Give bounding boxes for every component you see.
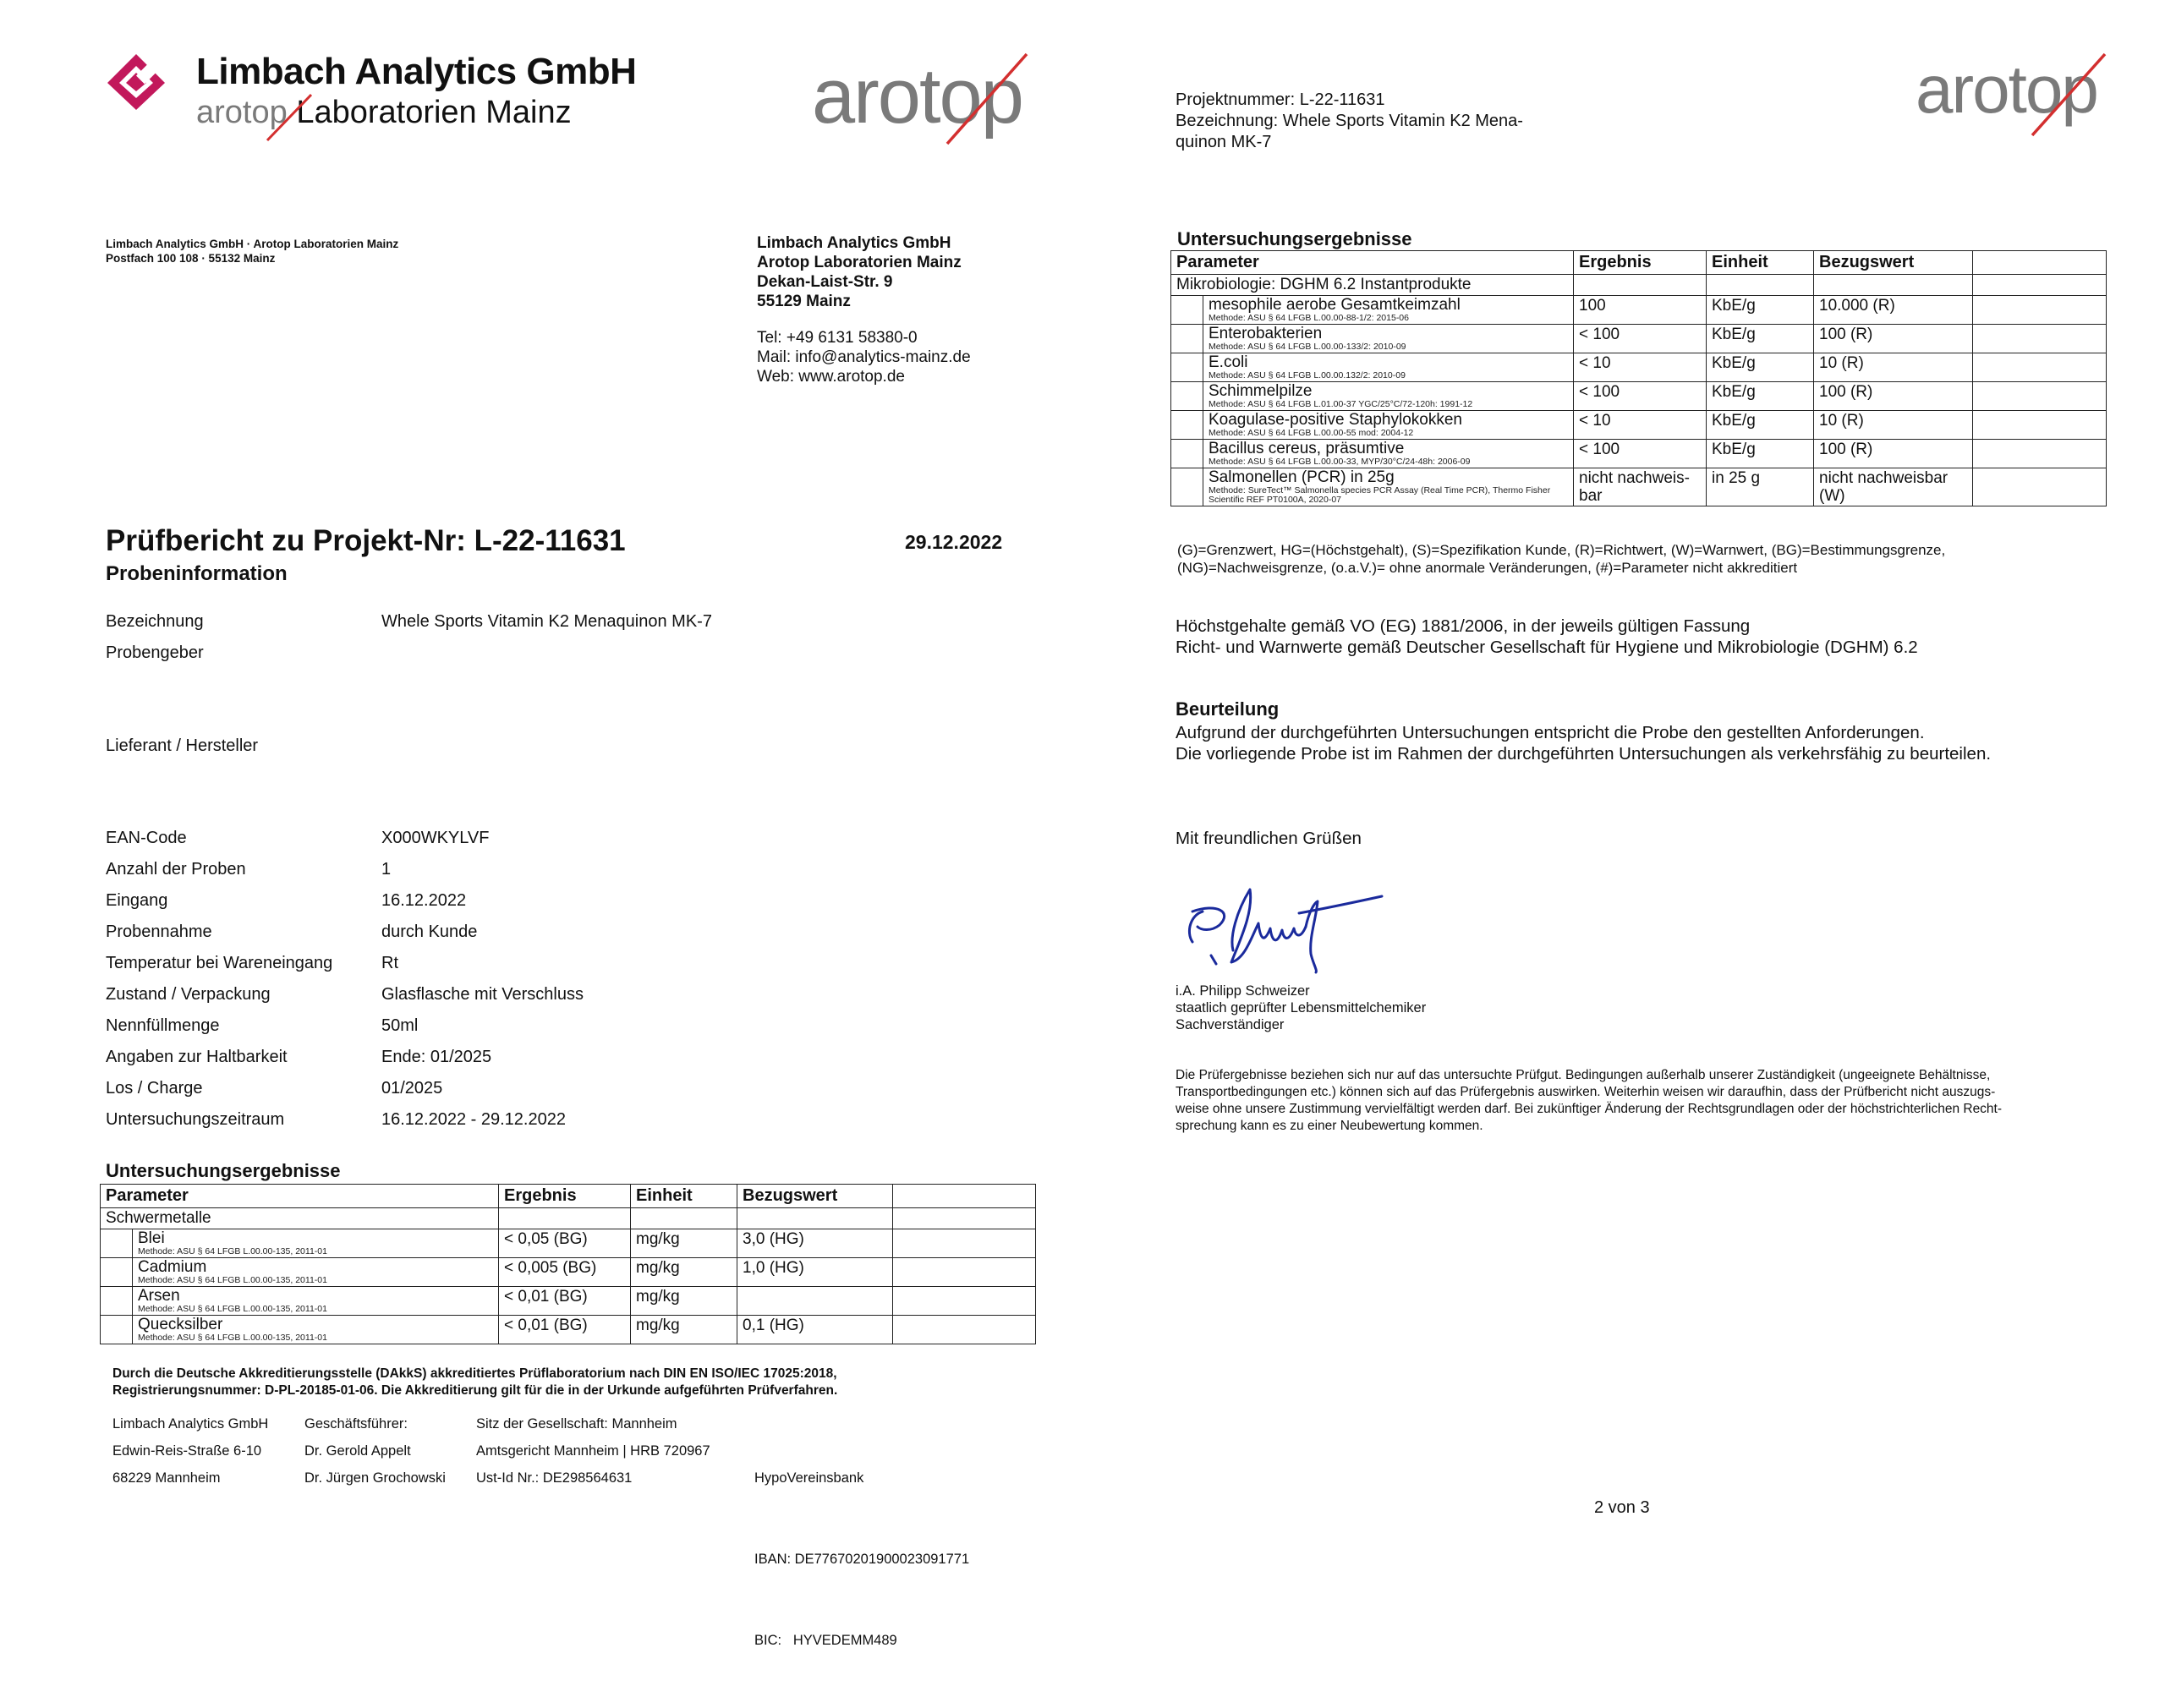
arotop-slash-icon xyxy=(939,49,1032,151)
legend-line-2: (NG)=Nachweisgrenze, (o.a.V.)= ohne anormale Veränderungen, (#)=Parameter nicht akkreditiert xyxy=(1177,560,1798,576)
col-header: Einheit xyxy=(1707,251,1814,275)
col-header: Bezugswert xyxy=(737,1185,893,1208)
unit-cell: mg/kg xyxy=(631,1229,737,1258)
unit-cell: KbE/g xyxy=(1707,440,1814,468)
report-page-1 xyxy=(0,0,1082,1648)
info-value: durch Kunde xyxy=(381,922,478,941)
param-name: Koagulase-positive Staphylokokken xyxy=(1209,411,1462,429)
result-cell: 100 xyxy=(1574,296,1707,325)
info-value: X000WKYLVF xyxy=(381,829,490,847)
table-row xyxy=(1171,468,2107,506)
footer-col-management xyxy=(304,1410,446,1492)
col-header: Ergebnis xyxy=(1574,251,1707,275)
unit-cell: mg/kg xyxy=(631,1316,737,1344)
signer-block xyxy=(1176,983,1426,1033)
footer-text: HypoVereinsbank xyxy=(754,1470,864,1486)
page-number: 2 von 3 xyxy=(1594,1498,1650,1517)
param-method: Methode: SureTect™ Salmonella species PCR Assay (Real Time PCR), Thermo Fisher Scientific REF PT0100A, 2020-07 xyxy=(1209,485,1551,505)
table-row xyxy=(1171,382,2107,411)
param-method: Methode: ASU § 64 LFGB L.00.00-135, 2011-01 xyxy=(138,1304,327,1314)
assessment-text xyxy=(1176,722,1991,764)
address-line: Dekan-Laist-Str. 9 xyxy=(757,273,893,291)
results-title: Untersuchungsergebnisse xyxy=(106,1160,341,1181)
project-number: Projektnummer: L-22-11631 xyxy=(1176,90,1385,109)
signer-role: Sachverständiger xyxy=(1176,1017,1285,1032)
info-value: 50ml xyxy=(381,1016,419,1035)
sender-line-1: Limbach Analytics GmbH · Arotop Laboratorien Mainz xyxy=(106,238,399,250)
param-method: Methode: ASU § 64 LFGB L.00.00-33, MYP/30°C/24-48h: 2006-09 xyxy=(1209,457,1471,467)
table-row xyxy=(101,1316,1036,1344)
legend xyxy=(1177,541,1945,577)
table-row xyxy=(1171,353,2107,382)
arotop-logo xyxy=(1916,51,2152,144)
ref-cell: nicht nachweisbar (W) xyxy=(1814,468,1973,506)
assessment-line: Die vorliegende Probe ist im Rahmen der durchgeführten Untersuchungen als verkehrsfähig zu beurteilen. xyxy=(1176,744,1992,764)
footer-text: Sitz der Gesellschaft: Mannheim xyxy=(476,1416,677,1432)
contact-phone: Tel: +49 6131 58380-0 xyxy=(757,329,918,347)
disclaimer-line: Die Prüfergebnisse beziehen sich nur auf das untersuchte Prüfgut. Bedingungen außerhalb unserer Zuständigkeit (ungeeignete Behältnisse, xyxy=(1176,1068,1991,1082)
regulation-note: Richt- und Warnwerte gemäß Deutscher Gesellschaft für Hygiene und Mikrobiologie (DGHM) 6.2 xyxy=(1176,638,1918,657)
col-header: Bezugswert xyxy=(1814,251,1973,275)
result-cell: < 0,005 (BG) xyxy=(499,1258,631,1287)
result-cell: < 100 xyxy=(1574,325,1707,353)
param-name: mesophile aerobe Gesamtkeimzahl xyxy=(1209,296,1461,314)
regulation-notes xyxy=(1176,616,1918,658)
contact-web[interactable]: Web: www.arotop.de xyxy=(757,368,905,386)
section-probe-info: Probeninformation xyxy=(106,562,288,585)
param-method: Methode: ASU § 64 LFGB L.01.00-37 YGC/25°C/72-120h: 1991-12 xyxy=(1209,399,1473,409)
accreditation-line-1: Durch die Deutsche Akkreditierungsstelle (DAkkS) akkreditiertes Prüflaboratorium nach DIN EN ISO/IEC 17025:2018, xyxy=(112,1366,837,1381)
legend-line-1: (G)=Grenzwert, HG=(Höchstgehalt), (S)=Spezifikation Kunde, (R)=Richtwert, (W)=Warnwert, (BG)=Bestimmungsgrenze, xyxy=(1177,542,1946,558)
unit-cell: KbE/g xyxy=(1707,382,1814,411)
table-row xyxy=(1171,411,2107,440)
col-header: Parameter xyxy=(1171,251,1574,275)
project-desc: Bezeichnung: Whele Sports Vitamin K2 Mena- xyxy=(1176,112,1523,130)
assessment-title: Beurteilung xyxy=(1176,698,1280,720)
table-row xyxy=(1171,440,2107,468)
ref-cell: 3,0 (HG) xyxy=(737,1229,893,1258)
info-value: Ende: 01/2025 xyxy=(381,1048,492,1066)
info-value: Whele Sports Vitamin K2 Menaquinon MK-7 xyxy=(381,612,712,631)
disclaimer xyxy=(1176,1067,2002,1135)
arotop-slash-icon xyxy=(2025,49,2110,140)
lab-contact xyxy=(757,328,971,386)
footer-text: Amtsgericht Mannheim | HRB 720967 xyxy=(476,1443,710,1459)
table-header-row xyxy=(1171,251,2107,275)
param-method: Methode: ASU § 64 LFGB L.00.00-135, 2011-01 xyxy=(138,1275,327,1285)
project-header xyxy=(1176,90,1523,153)
signer-title: staatlich geprüfter Lebensmittelchemiker xyxy=(1176,1000,1427,1015)
footer-text: Ust-Id Nr.: DE298564631 xyxy=(476,1470,633,1486)
table-row xyxy=(1171,296,2107,325)
result-cell: < 100 xyxy=(1574,440,1707,468)
ref-cell: 0,1 (HG) xyxy=(737,1316,893,1344)
unit-cell: KbE/g xyxy=(1707,353,1814,382)
col-header-empty xyxy=(1973,251,2107,275)
report-page-2 xyxy=(1082,0,2165,1564)
footer-col-bank xyxy=(754,1410,969,1708)
footer-text: IBAN: DE77670201900023091771 xyxy=(754,1552,970,1567)
info-label: Angaben zur Haltbarkeit xyxy=(106,1048,288,1066)
info-value: 16.12.2022 - 29.12.2022 xyxy=(381,1110,566,1129)
unit-cell: in 25 g xyxy=(1707,468,1814,506)
address-line: Arotop Laboratorien Mainz xyxy=(757,254,962,271)
footer-text: Dr. Jürgen Grochowski xyxy=(304,1470,446,1486)
sender-line-2: Postfach 100 108 · 55132 Mainz xyxy=(106,252,276,265)
param-name: Cadmium xyxy=(138,1258,207,1276)
unit-cell: KbE/g xyxy=(1707,296,1814,325)
col-header-empty xyxy=(893,1185,1036,1208)
table-header-row xyxy=(101,1185,1036,1208)
param-method: Methode: ASU § 64 LFGB L.00.00-133/2: 2010-09 xyxy=(1209,342,1406,352)
assessment-line: Aufgrund der durchgeführten Untersuchungen entspricht die Probe den gestellten Anforderungen. xyxy=(1176,723,1925,742)
footer-col-registry xyxy=(476,1410,710,1492)
result-cell: < 100 xyxy=(1574,382,1707,411)
address-line: 55129 Mainz xyxy=(757,293,851,310)
disclaimer-line: sprechung kann es zu einer Neubewertung kommen. xyxy=(1176,1119,1483,1133)
param-name: Salmonellen (PCR) in 25g xyxy=(1209,468,1395,486)
signature-image xyxy=(1182,878,1385,979)
greeting: Mit freundlichen Grüßen xyxy=(1176,829,1362,848)
info-label: Eingang xyxy=(106,891,168,910)
info-label: Untersuchungszeitraum xyxy=(106,1110,285,1129)
col-header: Parameter xyxy=(101,1185,499,1208)
ref-cell xyxy=(737,1287,893,1316)
company-sub-rest: Laboratorien Mainz xyxy=(296,95,572,130)
limbach-logo-icon xyxy=(106,52,167,112)
footer-text: Dr. Gerold Appelt xyxy=(304,1443,411,1459)
group-label: Schwermetalle xyxy=(101,1208,499,1229)
ref-cell: 100 (R) xyxy=(1814,325,1973,353)
footer-col-company xyxy=(112,1410,268,1492)
company-sub-brand: arotop xyxy=(196,95,288,130)
ref-cell: 10.000 (R) xyxy=(1814,296,1973,325)
accreditation-line-2: Registrierungsnummer: D-PL-20185-01-06. Die Akkreditierung gilt für die in der Urkunde aufgeführten Prüfverfahren. xyxy=(112,1383,838,1398)
company-sub xyxy=(196,95,572,131)
project-desc: quinon MK-7 xyxy=(1176,133,1272,151)
lab-address xyxy=(757,233,962,311)
info-label: Los / Charge xyxy=(106,1079,203,1098)
param-method: Methode: ASU § 64 LFGB L.00.00-55 mod: 2004-12 xyxy=(1209,428,1414,438)
result-cell: < 10 xyxy=(1574,411,1707,440)
arotop-logo xyxy=(812,49,1082,159)
disclaimer-line: Transportbedingungen etc.) können sich auf das Prüfergebnis auswirken. Weiterhin weisen wir daraufhin, dass der Prüfbericht nicht auszugs- xyxy=(1176,1085,1996,1099)
info-value: 1 xyxy=(381,860,392,879)
param-method: Methode: ASU § 64 LFGB L.00.00-135, 2011-01 xyxy=(138,1246,327,1256)
arotop-logo-text: arotop xyxy=(812,53,1022,140)
results-table-heavy-metals xyxy=(100,1184,1036,1344)
company-name: Limbach Analytics GmbH xyxy=(196,51,637,92)
info-label: Probengeber xyxy=(106,643,204,662)
footer-text: Limbach Analytics GmbH xyxy=(112,1416,269,1432)
info-label: Lieferant / Hersteller xyxy=(106,736,259,755)
param-method: Methode: ASU § 64 LFGB L.00.00-88-1/2: 2015-06 xyxy=(1209,313,1409,323)
table-row xyxy=(101,1229,1036,1258)
param-name: Bacillus cereus, präsumtive xyxy=(1209,440,1405,457)
table-group-row xyxy=(1171,275,2107,296)
signer-name: i.A. Philipp Schweizer xyxy=(1176,983,1310,999)
regulation-note: Höchstgehalte gemäß VO (EG) 1881/2006, in der jeweils gültigen Fassung xyxy=(1176,616,1751,636)
footer-text: Edwin-Reis-Straße 6-10 xyxy=(112,1443,262,1459)
table-row xyxy=(1171,325,2107,353)
unit-cell: mg/kg xyxy=(631,1258,737,1287)
info-value: Glasflasche mit Verschluss xyxy=(381,985,584,1004)
result-cell: < 0,01 (BG) xyxy=(499,1316,631,1344)
arotop-logo-text: arotop xyxy=(1916,52,2097,127)
unit-cell: mg/kg xyxy=(631,1287,737,1316)
info-label: Probennahme xyxy=(106,922,212,941)
sender-line xyxy=(106,237,398,266)
report-date: 29.12.2022 xyxy=(905,531,1003,553)
address-line: Limbach Analytics GmbH xyxy=(757,234,951,252)
info-value: 01/2025 xyxy=(381,1079,443,1098)
param-name: Arsen xyxy=(138,1287,180,1305)
ref-cell: 100 (R) xyxy=(1814,382,1973,411)
info-value: Rt xyxy=(381,954,398,972)
param-name: Schimmelpilze xyxy=(1209,382,1313,400)
brand-slash-icon xyxy=(264,91,315,144)
table-row xyxy=(101,1258,1036,1287)
info-value: 16.12.2022 xyxy=(381,891,467,910)
ref-cell: 1,0 (HG) xyxy=(737,1258,893,1287)
param-method: Methode: ASU § 64 LFGB L.00.00-135, 2011-01 xyxy=(138,1333,327,1343)
footer-text: Geschäftsführer: xyxy=(304,1416,408,1432)
report-title: Prüfbericht zu Projekt-Nr: L-22-11631 xyxy=(106,524,626,557)
footer-text: 68229 Mannheim xyxy=(112,1470,221,1486)
unit-cell: KbE/g xyxy=(1707,325,1814,353)
param-method: Methode: ASU § 64 LFGB L.00.00.132/2: 2010-09 xyxy=(1209,370,1406,380)
group-label: Mikrobiologie: DGHM 6.2 Instantprodukte xyxy=(1171,275,1574,296)
info-label: Anzahl der Proben xyxy=(106,860,246,879)
col-header: Ergebnis xyxy=(499,1185,631,1208)
table-group-row xyxy=(101,1208,1036,1229)
disclaimer-line: weise ohne unsere Zustimmung vervielfältigt werden darf. Bei zukünftiger Änderung der Rechtsgrundlagen oder der höchstrichterlichen Recht- xyxy=(1176,1102,2003,1116)
accreditation-note xyxy=(112,1366,837,1399)
contact-mail[interactable]: Mail: info@analytics-mainz.de xyxy=(757,348,971,366)
result-cell: < 10 xyxy=(1574,353,1707,382)
param-name: E.coli xyxy=(1209,353,1248,371)
ref-cell: 10 (R) xyxy=(1814,411,1973,440)
results-title: Untersuchungsergebnisse xyxy=(1177,228,1412,249)
result-cell: < 0,01 (BG) xyxy=(499,1287,631,1316)
footer-text: BIC: HYVEDEMM489 xyxy=(754,1633,897,1648)
result-cell: < 0,05 (BG) xyxy=(499,1229,631,1258)
ref-cell: 10 (R) xyxy=(1814,353,1973,382)
results-table-microbiology xyxy=(1170,250,2107,506)
info-label: Temperatur bei Wareneingang xyxy=(106,954,333,972)
param-name: Enterobakterien xyxy=(1209,325,1323,342)
unit-cell: KbE/g xyxy=(1707,411,1814,440)
table-row xyxy=(101,1287,1036,1316)
info-label: EAN-Code xyxy=(106,829,187,847)
param-name: Blei xyxy=(138,1229,165,1247)
ref-cell: 100 (R) xyxy=(1814,440,1973,468)
info-label: Bezeichnung xyxy=(106,612,204,631)
result-cell: nicht nachweis-bar xyxy=(1574,468,1707,506)
info-label: Nennfüllmenge xyxy=(106,1016,220,1035)
col-header: Einheit xyxy=(631,1185,737,1208)
param-name: Quecksilber xyxy=(138,1316,223,1333)
info-label: Zustand / Verpackung xyxy=(106,985,271,1004)
